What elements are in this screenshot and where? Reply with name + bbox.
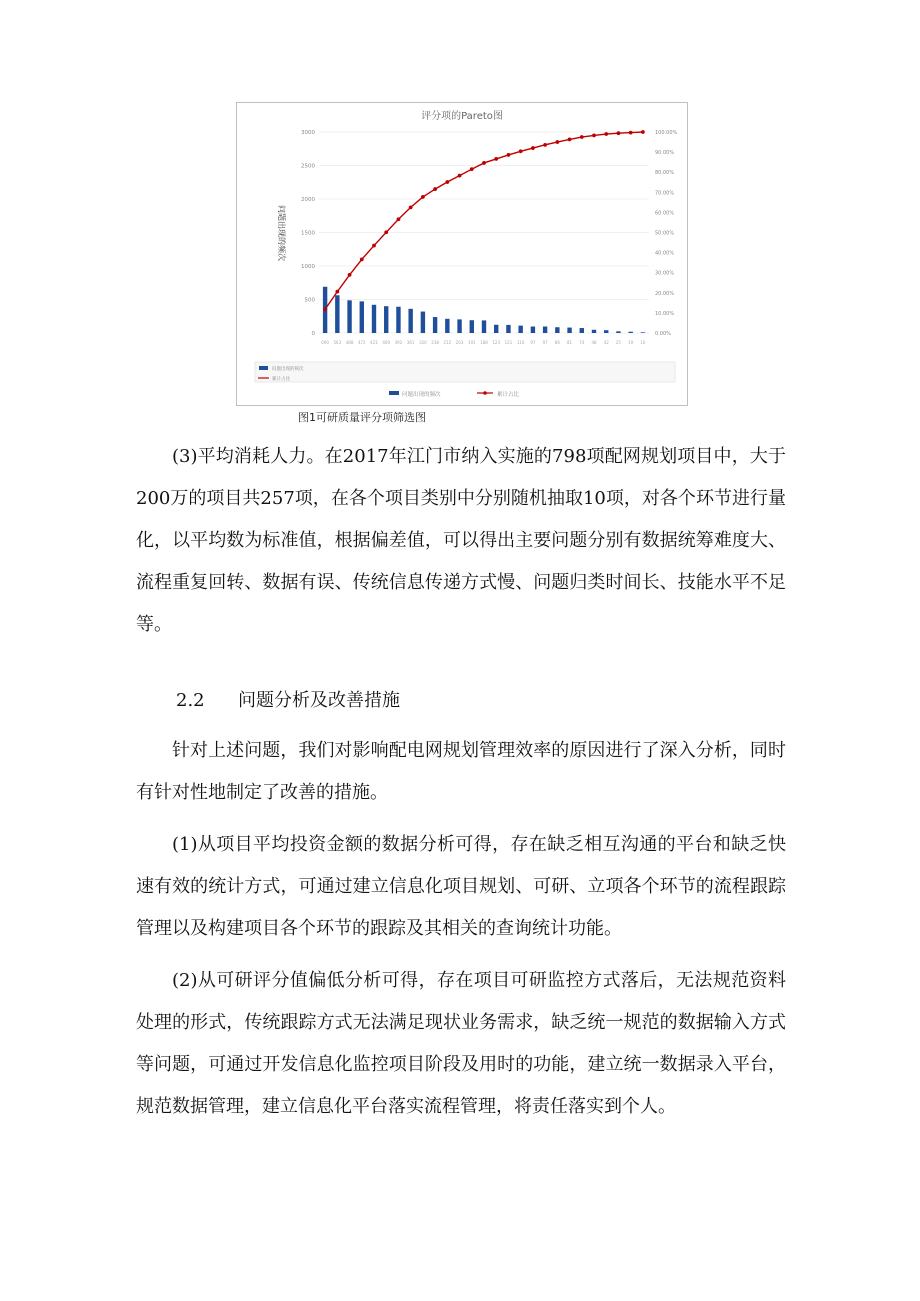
cumulative-point xyxy=(604,132,608,136)
bar-value-label: 48 xyxy=(591,340,597,345)
bar-value-label: 400 xyxy=(382,340,391,345)
legend-line-label: 累计占比 xyxy=(497,392,520,398)
bar-value-label: 81 xyxy=(567,340,573,345)
cumulative-point xyxy=(519,149,523,153)
y-tick-label: 2500 xyxy=(301,163,315,170)
bar xyxy=(604,330,608,333)
bar xyxy=(360,301,364,333)
bar-value-label: 97 xyxy=(530,340,536,345)
y2-tick-label: 20.00% xyxy=(655,290,675,297)
bar xyxy=(457,319,461,333)
pareto-chart xyxy=(237,103,687,405)
bar xyxy=(543,327,547,333)
bar xyxy=(335,295,339,333)
section-title: 问题分析及改善措施 xyxy=(238,690,400,711)
cumulative-point xyxy=(555,140,559,144)
y2-tick-label: 0.00% xyxy=(655,331,671,337)
bar-value-label: 690 xyxy=(321,340,329,345)
bar-value-label: 563 xyxy=(333,340,342,345)
y-tick-label: 1500 xyxy=(301,230,315,237)
bar-value-label: 123 xyxy=(492,340,501,345)
y-tick-label: 500 xyxy=(304,297,315,304)
bar-value-label: 238 xyxy=(431,340,439,345)
bar xyxy=(482,320,486,333)
bar xyxy=(518,326,522,333)
cumulative-point xyxy=(641,130,645,134)
bar-value-label: 488 xyxy=(345,340,354,345)
bar-value-label: 361 xyxy=(406,340,415,345)
chart-cumulative-line xyxy=(323,130,645,311)
bar-value-label: 121 xyxy=(504,340,513,345)
cumulative-point xyxy=(543,143,547,147)
cumulative-point xyxy=(531,146,535,150)
y2-tick-label: 40.00% xyxy=(655,250,675,257)
bar-value-label: 320 xyxy=(419,340,427,345)
bar-value-label: 472 xyxy=(357,340,366,345)
cumulative-point xyxy=(335,290,339,294)
bar-value-label: 203 xyxy=(455,340,464,345)
table-legend-line-label: 累计占比 xyxy=(272,377,290,382)
bar xyxy=(580,328,584,333)
cumulative-point xyxy=(629,131,633,135)
cumulative-point xyxy=(507,153,511,157)
paragraph-measure-2: (2)从可研评分值偏低分析可得，存在项目可研监控方式落后，无法规范资料处理的形式，传统跟踪方式无法满足现状业务需求，缺乏统一规范的数据输入方式等问题，可通过开发信息化监控项目阶段及用时的功能，建立统一数据录入平台，规范数据管理，建立信息化平台落实流程管理，将责任落实到个人。 xyxy=(136,970,786,1117)
y2-tick-label: 10.00% xyxy=(655,310,675,317)
chart-legend xyxy=(389,390,520,398)
paragraph-average-manpower: (3)平均消耗人力。在2017年江门市纳入实施的798项配网规划项目中，大于200万的项目共257项，在各个项目类别中分别随机抽取10项，对各个环节进行量化，以平均数为标准值，根据偏差值，可以得出主要问题分别有数据统筹难度大、流程重复回转、数据有误、传统信息传递方式慢、问题归类时间长、技能水平不足等。 xyxy=(136,446,786,635)
bar xyxy=(641,332,645,333)
bar xyxy=(433,317,437,333)
bar-value-label: 188 xyxy=(480,340,488,345)
cumulative-point xyxy=(421,195,425,199)
y-tick-label: 1000 xyxy=(301,264,315,270)
chart-y-tick-labels xyxy=(301,130,316,337)
y2-tick-label: 50.00% xyxy=(655,230,675,237)
bar xyxy=(555,327,559,333)
table-legend-bar-label: 问题出现的频次 xyxy=(272,367,304,372)
cumulative-point xyxy=(348,273,352,277)
cumulative-point xyxy=(372,244,376,248)
chart-y-axis-label: 问题出现的频次 xyxy=(277,205,286,261)
cumulative-point xyxy=(458,174,462,178)
bar xyxy=(372,305,376,333)
section-number: 2.2 xyxy=(176,690,205,711)
bar xyxy=(531,327,535,333)
cumulative-point xyxy=(494,157,498,161)
cumulative-point xyxy=(580,135,584,139)
cumulative-point xyxy=(617,131,621,135)
bar xyxy=(445,319,449,333)
cumulative-point xyxy=(360,258,364,262)
cumulative-point xyxy=(384,230,388,234)
bar xyxy=(470,320,474,333)
bar-value-label: 191 xyxy=(467,340,476,345)
y2-tick-label: 90.00% xyxy=(655,150,675,157)
bar xyxy=(592,330,596,333)
bar xyxy=(506,325,510,333)
cumulative-point xyxy=(397,217,401,221)
bar xyxy=(384,306,388,333)
legend-bar-swatch xyxy=(389,391,399,395)
bar xyxy=(347,300,351,333)
y2-tick-label: 70.00% xyxy=(655,190,675,197)
y-tick-label: 2000 xyxy=(301,197,315,203)
chart-bars xyxy=(321,287,646,345)
table-legend-bar-swatch xyxy=(259,366,268,370)
cumulative-point xyxy=(433,187,437,191)
bar-value-label: 25 xyxy=(615,340,621,345)
chart-title: 评分项的Pareto图 xyxy=(421,111,503,122)
y2-tick-label: 100.00% xyxy=(655,130,678,136)
section-heading xyxy=(176,680,400,722)
bar-value-label: 86 xyxy=(554,340,560,345)
chart-y2-tick-labels xyxy=(655,130,677,337)
bar-value-label: 212 xyxy=(443,340,452,345)
cumulative-point xyxy=(482,161,486,165)
legend-line-marker xyxy=(483,391,487,395)
cumulative-line xyxy=(325,132,643,309)
bar-value-label: 74 xyxy=(579,340,585,345)
y2-tick-label: 60.00% xyxy=(655,210,675,217)
y2-tick-label: 80.00% xyxy=(655,170,675,177)
bar xyxy=(494,325,498,333)
figure-caption: 图1可研质量评分项筛选图 xyxy=(298,411,426,424)
bar-value-label: 392 xyxy=(394,340,403,345)
y2-tick-label: 30.00% xyxy=(655,270,675,277)
bar-value-label: 421 xyxy=(370,340,378,345)
cumulative-point xyxy=(592,134,596,138)
pareto-chart-figure xyxy=(236,102,688,406)
bar xyxy=(421,312,425,333)
bar xyxy=(567,328,571,333)
bar-value-label: 10 xyxy=(640,340,646,345)
paragraph-measure-1: (1)从项目平均投资金额的数据分析可得，存在缺乏相互沟通的平台和缺乏快速有效的统计方式，可通过建立信息化项目规划、可研、立项各个环节的流程跟踪管理以及构建项目各个环节的跟踪及其相关的查询统计功能。 xyxy=(136,834,786,939)
bar-value-label: 42 xyxy=(603,340,609,345)
cumulative-point xyxy=(470,167,474,171)
legend-bar-label: 问题出现的频次 xyxy=(402,392,441,398)
cumulative-point xyxy=(568,138,572,142)
bar xyxy=(628,332,632,333)
y-tick-label: 3000 xyxy=(301,130,315,136)
bar-value-label: 97 xyxy=(542,340,548,345)
y-tick-label: 0 xyxy=(311,331,315,337)
cumulative-point xyxy=(445,180,449,184)
bar-value-label: 110 xyxy=(516,340,525,345)
cumulative-point xyxy=(323,307,327,311)
cumulative-point xyxy=(409,205,413,209)
chart-data-table xyxy=(255,362,675,382)
bar xyxy=(616,331,620,333)
bar-value-label: 19 xyxy=(628,340,634,345)
paragraph-intro: 针对上述问题，我们对影响配电网规划管理效率的原因进行了深入分析，同时有针对性地制定了改善的措施。 xyxy=(136,740,786,803)
bar xyxy=(408,309,412,333)
bar xyxy=(396,307,400,333)
